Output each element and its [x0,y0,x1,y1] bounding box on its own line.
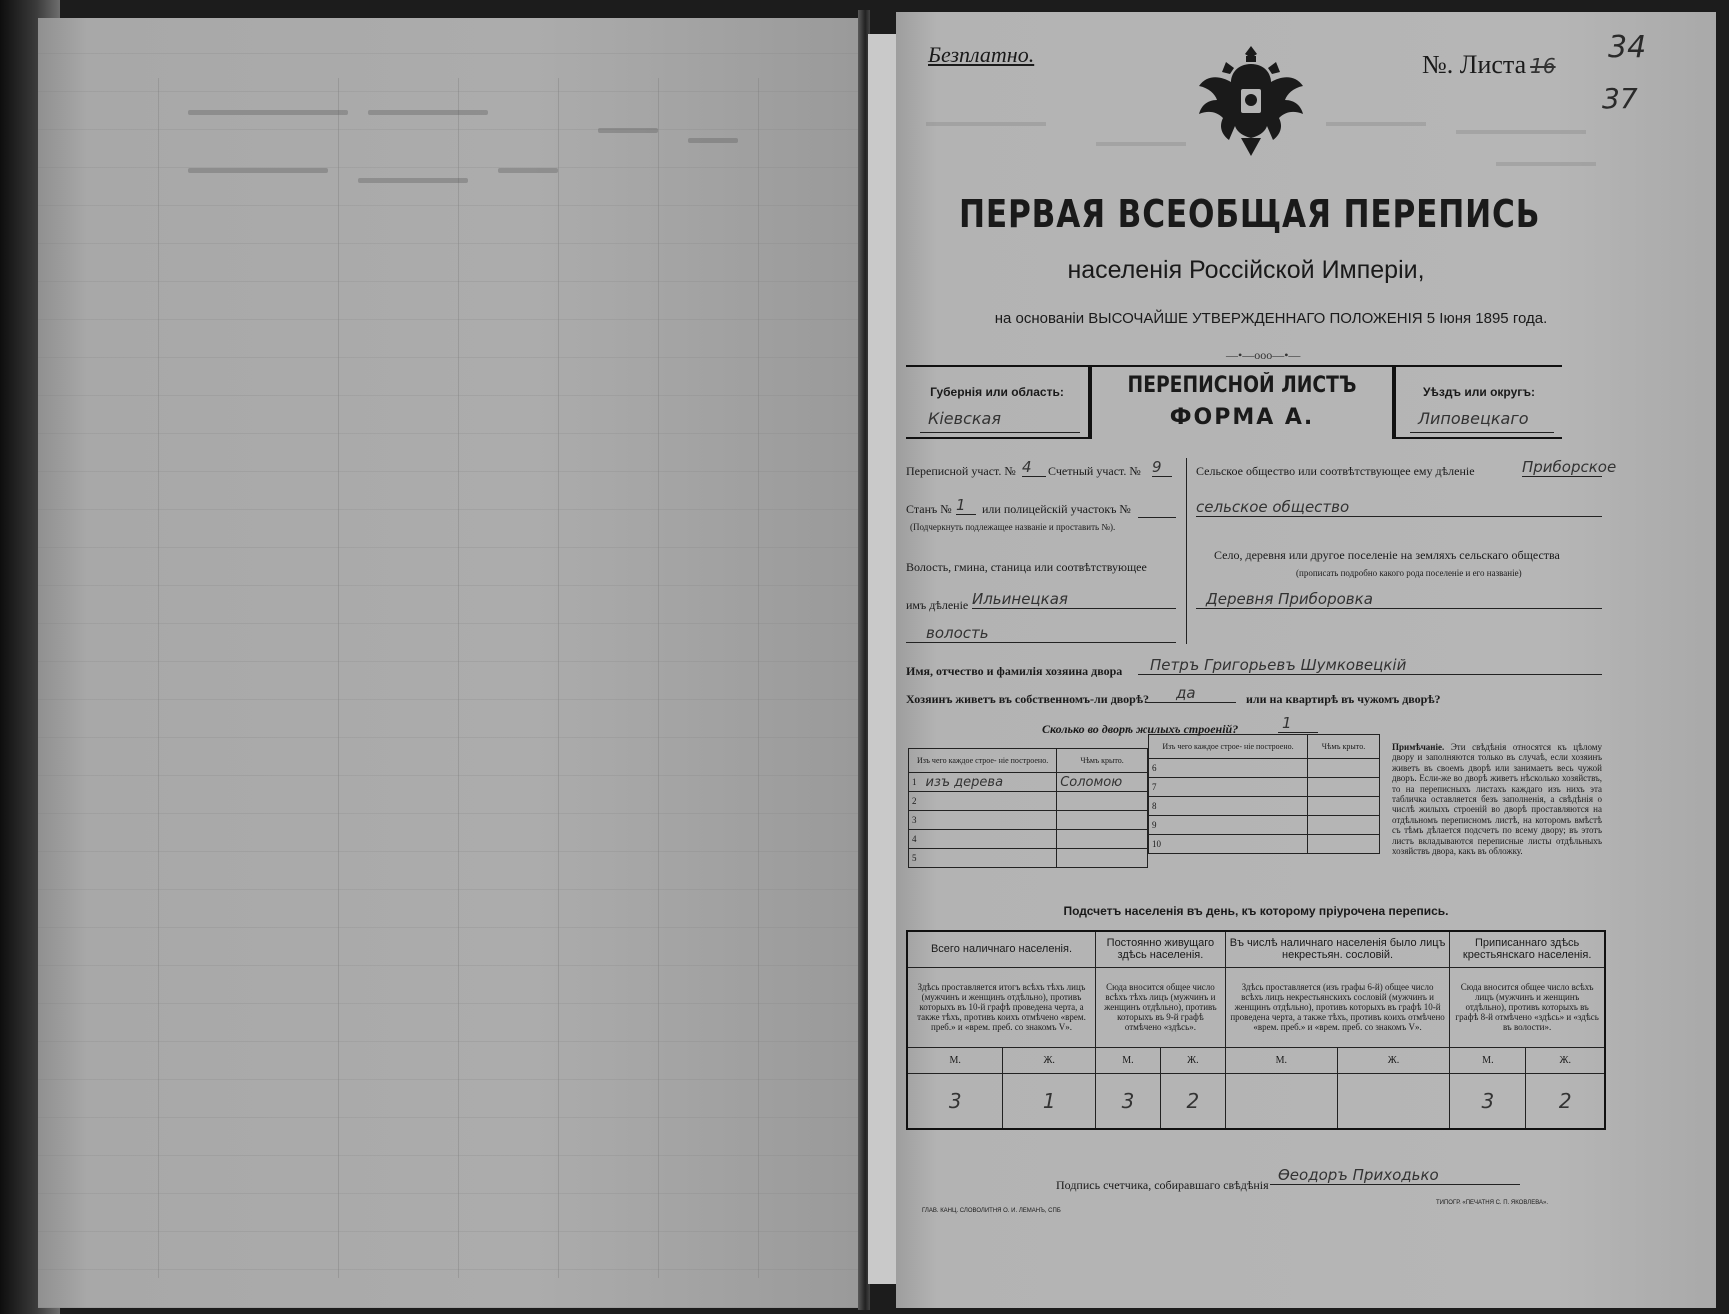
row-number: 3 [909,811,923,830]
row-number: 8 [1149,797,1165,816]
imperial-eagle-emblem [1196,42,1306,162]
row-number: 10 [1149,835,1165,854]
ghost-column [158,78,159,1278]
col-material-header: Изъ чего каждое строе- ніе построено. [909,749,1057,773]
stan-label: Станъ № [906,502,952,516]
owner-name-value: Петръ Григорьевъ Шумковецкій [1138,656,1602,675]
census-section-label: Переписной участ. № [906,464,1016,478]
ghost-text [598,128,658,133]
table-row [909,830,1148,849]
count-section-label: Счетный участ. № [1048,464,1141,478]
note-text: Эти свѣдѣнія относятся къ цѣлому двору и заполняются только въ случаѣ, если хозяинъ живетъ въ своемъ дворѣ или занимаетъ весь чужой дворъ. Если-же во дворѣ живетъ нѣсколько хозяйствъ, то на переписныхъ листахъ каждаго изъ нихъ эта табличка оставляется безъ заполненія, а свѣдѣнія о числѣ жилыхъ строеній во дворѣ проставляются на отдѣльномъ переписномъ листѣ, на которомъ вмѣстѣ съ тѣмъ дѣлается подсчетъ по всему двору; въ этотъ листъ вкладываются переписные листы отдѣльныхъ хозяйствъ двора, какъ въ обложку. [1392,742,1603,857]
material-cell [1164,759,1308,778]
form-title-box [1090,365,1394,439]
count-section-value: 9 [1152,458,1172,477]
ghost-column [458,78,459,1278]
owner-rent-label: или на квартирѣ въ чужомъ дворѣ? [1246,692,1441,706]
district-value: Липовецкаго [1410,409,1554,433]
ghost-text [188,168,328,173]
buildings-table-left [908,748,1148,868]
village-label: Село, деревня или другое поселеніе на земляхъ сельскаго общества [1214,548,1560,562]
permanent-female-value: 2 [1160,1073,1225,1129]
roof-cell: Соломою [1057,773,1148,792]
total-female-value: 1 [1003,1073,1096,1129]
main-title: ПЕРВАЯ ВСЕОБЩАЯ ПЕРЕПИСЬ [959,192,1541,236]
ornament: —•—ooo—•— [1226,348,1301,362]
ghost-text [358,178,468,183]
form-title: ПЕРЕПИСНОЙ ЛИСТЪ [1127,373,1357,398]
group-desc-registered-peasant: Сюда вносится общее число всѣхъ лицъ (мужчинъ и женщинъ отдѣльно), противъ которыхъ въ графѣ 8-й отмѣчено «здѣсь» и «здѣсь въ волости». [1450,967,1605,1047]
field-divider [1186,458,1187,644]
material-cell [923,811,1057,830]
non-peasant-male-value [1225,1073,1337,1129]
buildings-count-value: 1 [1278,714,1318,733]
table-row [1149,816,1380,835]
note-title: Примѣчаніе. [1392,742,1445,752]
male-header: М. [1225,1047,1337,1073]
margin-number-top: 34 [1608,30,1647,65]
society-value-2: сельское общество [1196,498,1602,517]
ghost-text [368,110,488,115]
page-strip [868,34,898,1284]
col-roof-header: Чѣмъ крыто. [1057,749,1148,773]
sheet-number [1422,50,1556,80]
table-row [909,792,1148,811]
stan-note: (Подчеркнуть подлежащее названіе и проставить №). [910,522,1116,532]
roof-cell [1057,849,1148,868]
material-cell [923,849,1057,868]
ghost-text [498,168,558,173]
group-title-non-peasant: Въ числѣ наличнаго населенія было лицъ некрестьян. сословій. [1225,931,1449,967]
division-label: имъ дѣленіе [906,598,969,612]
province-box [906,365,1090,439]
group-title-permanent: Постоянно живущаго здѣсь населенія. [1096,931,1226,967]
col-material-header: Изъ чего каждое строе- ніе построено. [1149,735,1308,759]
male-header: М. [907,1047,1003,1073]
row-number: 4 [909,830,923,849]
bleed-through [1456,130,1586,134]
stan-value: 1 [956,496,976,515]
material-cell [1164,835,1308,854]
ghost-column [758,78,759,1278]
material-cell [923,830,1057,849]
registered-female-value: 2 [1526,1073,1605,1129]
group-title-total: Всего наличнаго населенія. [907,931,1096,967]
district-label: Уѣздъ или округъ: [1422,385,1536,399]
group-title-row [907,931,1605,967]
division-value: Ильинецкая [972,590,1176,609]
roof-cell [1308,816,1380,835]
female-header: Ж. [1003,1047,1096,1073]
material-cell [1164,797,1308,816]
bleed-through [1096,142,1186,146]
sheet-label: №. Листа [1422,50,1527,79]
male-header: М. [1096,1047,1161,1073]
volost-label: Волость, гмина, станица или соотвѣтствующее [906,560,1147,574]
table-row [1149,778,1380,797]
owner-name-label: Имя, отчество и фамилія хозяина двора [906,664,1123,678]
population-heading: Подсчетъ населенія въ день, къ которому пріурочена перепись. [1063,904,1449,918]
value-row [907,1073,1605,1129]
form-subtitle: ФОРМА А. [1169,405,1315,430]
table-row [1149,797,1380,816]
imprint-right: ТИПОГР. «ПЕЧАТНЯ С. П. ЯКОВЛЕВА». [1436,1200,1549,1206]
village-value: Деревня Приборовка [1196,590,1602,609]
village-note: (прописать подробно какого рода поселеніе и его названіе) [1296,568,1522,578]
province-value: Кіевская [920,409,1080,433]
registered-male-value: 3 [1450,1073,1526,1129]
population-table [906,930,1606,1130]
society-label: Сельское общество или соотвѣтствующее ему дѣленіе [1196,464,1475,478]
roof-cell [1308,797,1380,816]
material-cell: изъ дерева [923,773,1057,792]
free-label: Безплатно. [928,42,1035,67]
row-number: 7 [1149,778,1165,797]
roof-cell [1308,759,1380,778]
group-title-registered-peasant: Приписаннаго здѣсь крестьянскаго населенія. [1450,931,1605,967]
group-desc-permanent: Сюда вносится общее число всѣхъ тѣхъ лицъ (мужчинъ и женщинъ отдѣльно), противъ которыхъ въ 9-й графѣ отмѣчено «здѣсь». [1096,967,1226,1047]
bleed-through [926,122,1046,126]
margin-number-bottom: 37 [1602,82,1638,115]
ghost-text [188,110,348,115]
bleed-through [1326,122,1426,126]
row-number: 5 [909,849,923,868]
police-value-line [1138,498,1176,518]
table-row [1149,835,1380,854]
row-number: 1 [909,773,923,792]
female-header: Ж. [1160,1047,1225,1073]
female-header: Ж. [1526,1047,1605,1073]
table-row [909,849,1148,868]
district-box [1394,365,1562,439]
table-row [1149,759,1380,778]
material-cell [923,792,1057,811]
sub-title: населенія Россійской Имперіи, [1067,256,1425,284]
census-form-page [896,12,1716,1308]
note-block [1392,742,1602,856]
imprint-left: ГЛАВ. КАНЦ. СЛОВОЛИТНЯ О. И. ЛЕМАНЪ, СПБ [922,1208,1061,1214]
basis-line: на основаніи ВЫСОЧАЙШЕ УТВЕРЖДЕННАГО ПОЛОЖЕНІЯ 5 Іюня 1895 года. [994,310,1548,327]
table-header-row [1149,735,1380,759]
police-label: или полицейскій участокъ № [982,502,1131,516]
buildings-table-right [1148,734,1380,854]
sex-header-row [907,1047,1605,1073]
col-roof-header: Чѣмъ крыто. [1308,735,1380,759]
male-header: М. [1450,1047,1526,1073]
roof-cell [1057,792,1148,811]
province-label: Губернія или область: [930,385,1064,399]
group-desc-row [907,967,1605,1047]
material-cell [1164,778,1308,797]
row-number: 2 [909,792,923,811]
roof-cell [1057,811,1148,830]
total-male-value: 3 [907,1073,1003,1129]
roof-cell [1057,830,1148,849]
group-desc-total: Здѣсь проставляется итогъ всѣхъ тѣхъ лицъ (мужчинъ и женщинъ отдѣльно), противъ которыхъ въ 10-й графѣ проведена черта, а также тѣхъ, противъ коихъ отмѣчено «врем. преб.» и «врем. преб. со знакомъ V». [907,967,1096,1047]
group-desc-non-peasant: Здѣсь проставляется (изъ графы 6-й) общее число всѣхъ лицъ некрестьянскихъ сословій (мужчинъ и женщинъ отдѣльно), противъ которыхъ въ графѣ 10-й проведена черта, а также тѣхъ, противъ коихъ отмѣчено «врем. преб.» и «врем. преб. со знакомъ V». [1225,967,1449,1047]
society-value: Приборское [1522,458,1617,476]
ghost-text [688,138,738,143]
non-peasant-female-value [1337,1073,1450,1129]
roof-cell [1308,835,1380,854]
division-value-2: волость [906,624,1176,643]
row-number: 6 [1149,759,1165,778]
ghost-column [558,78,559,1278]
ghost-column [658,78,659,1278]
ghost-column [338,78,339,1278]
owner-own-value: да [1146,684,1236,703]
owner-own-label: Хозяинъ живетъ въ собственномъ-ли дворѣ? [906,692,1150,706]
left-page [38,18,858,1308]
table-row [909,773,1148,792]
table-header-row [909,749,1148,773]
roof-cell [1308,778,1380,797]
signature-label: Подпись счетчика, собиравшаго свѣдѣнія [1056,1178,1269,1192]
sheet-number-handwritten: 16 [1530,54,1556,78]
buildings-count-label: Сколько во дворѣ жилыхъ строеній? [1042,722,1239,736]
material-cell [1164,816,1308,835]
female-header: Ж. [1337,1047,1450,1073]
table-row [909,811,1148,830]
census-section-value: 4 [1022,458,1046,477]
bleed-through [1496,162,1596,166]
permanent-male-value: 3 [1096,1073,1161,1129]
row-number: 9 [1149,816,1165,835]
signature-value: Өеодоръ Приходько [1270,1166,1520,1185]
